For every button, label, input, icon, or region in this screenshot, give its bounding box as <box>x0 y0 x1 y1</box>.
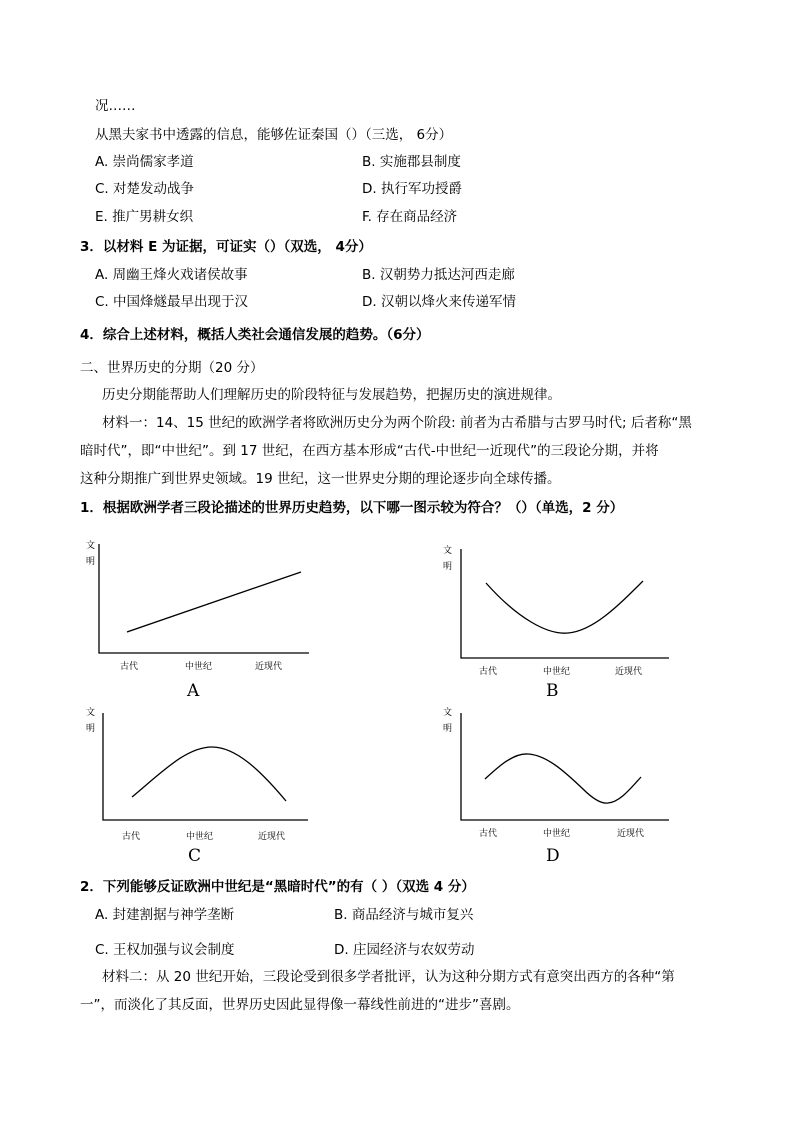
graph-a[interactable] <box>84 536 314 676</box>
graph-d-ylabel-2: 明 <box>443 724 453 734</box>
material-1-line-1: 材料一：14、15 世纪的欧洲学者将欧洲历史分为两个阶段: 前者为古希腊与古罗马时代; 后者称“黑 <box>102 415 692 431</box>
graph-a-caption[interactable]: A <box>187 681 200 701</box>
graph-b-ylabel-2: 明 <box>443 562 453 572</box>
section-2-question-2: 2．下列能够反证欧洲中世纪是“黑暗时代”的有（ ）（双选 4 分） <box>80 879 475 895</box>
graph-b-x-medieval: 中世纪 <box>543 667 571 677</box>
material-1-line-2: 暗时代”，即“中世纪”。到 17 世纪，在西方基本形成“古代-中世纪一近现代”的三段论分期，并将 <box>80 443 659 459</box>
option-a[interactable]: A. 崇尚儒家孝道 <box>95 154 194 170</box>
graph-a-x-ancient: 古代 <box>120 662 139 672</box>
graph-d-x-ancient: 古代 <box>479 829 498 839</box>
graph-d[interactable] <box>443 703 673 843</box>
section-2-heading: 二、世界历史的分期（20 分） <box>80 360 264 376</box>
option-b[interactable]: B. 实施郡县制度 <box>362 154 461 170</box>
text-continuation: 况…… <box>95 98 136 114</box>
graph-a-x-medieval: 中世纪 <box>185 662 213 672</box>
q3-option-c[interactable]: C. 中国烽燧最早出现于汉 <box>95 294 249 310</box>
graph-a-ylabel-2: 明 <box>86 557 96 567</box>
material-1-line-3: 这种分期推广到世界史领域。19 世纪，这一世界史分期的理论逐步向全球传播。 <box>80 471 561 487</box>
question-2-stem: 从黑夫家书中透露的信息，能够佐证秦国（）（三选， 6分） <box>95 127 453 143</box>
graph-d-caption[interactable]: D <box>546 846 560 866</box>
graph-b[interactable] <box>443 541 673 681</box>
graph-c-ylabel-1: 文 <box>86 708 96 718</box>
graph-d-x-modern: 近现代 <box>617 829 645 839</box>
graph-b-x-modern: 近现代 <box>615 667 643 677</box>
option-d[interactable]: D. 执行军功授爵 <box>362 181 462 197</box>
graph-c-x-modern: 近现代 <box>258 832 286 842</box>
s-q2-option-c[interactable]: C. 王权加强与议会制度 <box>95 942 235 958</box>
s-q2-option-b[interactable]: B. 商品经济与城市复兴 <box>334 907 474 923</box>
s-q2-option-d[interactable]: D. 庄园经济与农奴劳动 <box>334 942 475 958</box>
option-c[interactable]: C. 对楚发动战争 <box>95 181 195 197</box>
graph-d-curve <box>485 754 641 803</box>
question-4-stem: 4．综合上述材料，概括人类社会通信发展的趋势。（6分） <box>80 327 430 343</box>
graph-d-ylabel-1: 文 <box>443 708 453 718</box>
graph-c-caption[interactable]: C <box>188 846 202 866</box>
graph-c-ylabel-2: 明 <box>86 724 96 734</box>
graph-b-caption[interactable]: B <box>546 681 559 701</box>
q3-option-d[interactable]: D. 汉朝以烽火来传递军情 <box>362 294 516 310</box>
graph-b-axes <box>461 549 669 658</box>
graph-c-x-ancient: 古代 <box>122 832 141 842</box>
graph-a-x-modern: 近现代 <box>255 662 283 672</box>
graph-a-axes <box>99 544 309 653</box>
graph-b-ylabel-1: 文 <box>443 546 453 556</box>
graph-d-axes <box>461 713 669 820</box>
option-f[interactable]: F. 存在商品经济 <box>362 209 458 225</box>
graph-b-x-ancient: 古代 <box>479 667 498 677</box>
option-e[interactable]: E. 推广男耕女织 <box>95 209 194 225</box>
q3-option-b[interactable]: B. 汉朝势力抵达河西走廊 <box>362 267 515 283</box>
material-2-line-2: 一”，而淡化了其反面，世界历史因此显得像一幕线性前进的“进步”喜剧。 <box>80 997 520 1013</box>
graph-c-x-medieval: 中世纪 <box>186 832 214 842</box>
section-2-intro: 历史分期能帮助人们理解历史的阶段特征与发展趋势，把握历史的演进规律。 <box>102 387 561 403</box>
graph-c[interactable] <box>86 703 316 843</box>
graph-c-curve <box>132 747 286 801</box>
section-2-question-1: 1．根据欧洲学者三段论描述的世界历史趋势，以下哪一图示较为符合？（）（单选，2 分） <box>80 500 624 516</box>
s-q2-option-a[interactable]: A. 封建割据与神学垄断 <box>95 907 235 923</box>
graph-b-curve <box>486 581 643 633</box>
graph-d-x-medieval: 中世纪 <box>543 829 571 839</box>
graph-a-ylabel-1: 文 <box>86 541 96 551</box>
graph-a-curve <box>127 572 301 632</box>
graph-c-axes <box>103 713 308 820</box>
material-2-line-1: 材料二：从 20 世纪开始，三段论受到很多学者批评，认为这种分期方式有意突出西方的各种“第 <box>102 969 675 985</box>
q3-option-a[interactable]: A. 周幽王烽火戏诸侯故事 <box>95 267 248 283</box>
question-3-stem: 3．以材料 E 为证据，可证实（）（双选， 4分） <box>80 239 372 255</box>
